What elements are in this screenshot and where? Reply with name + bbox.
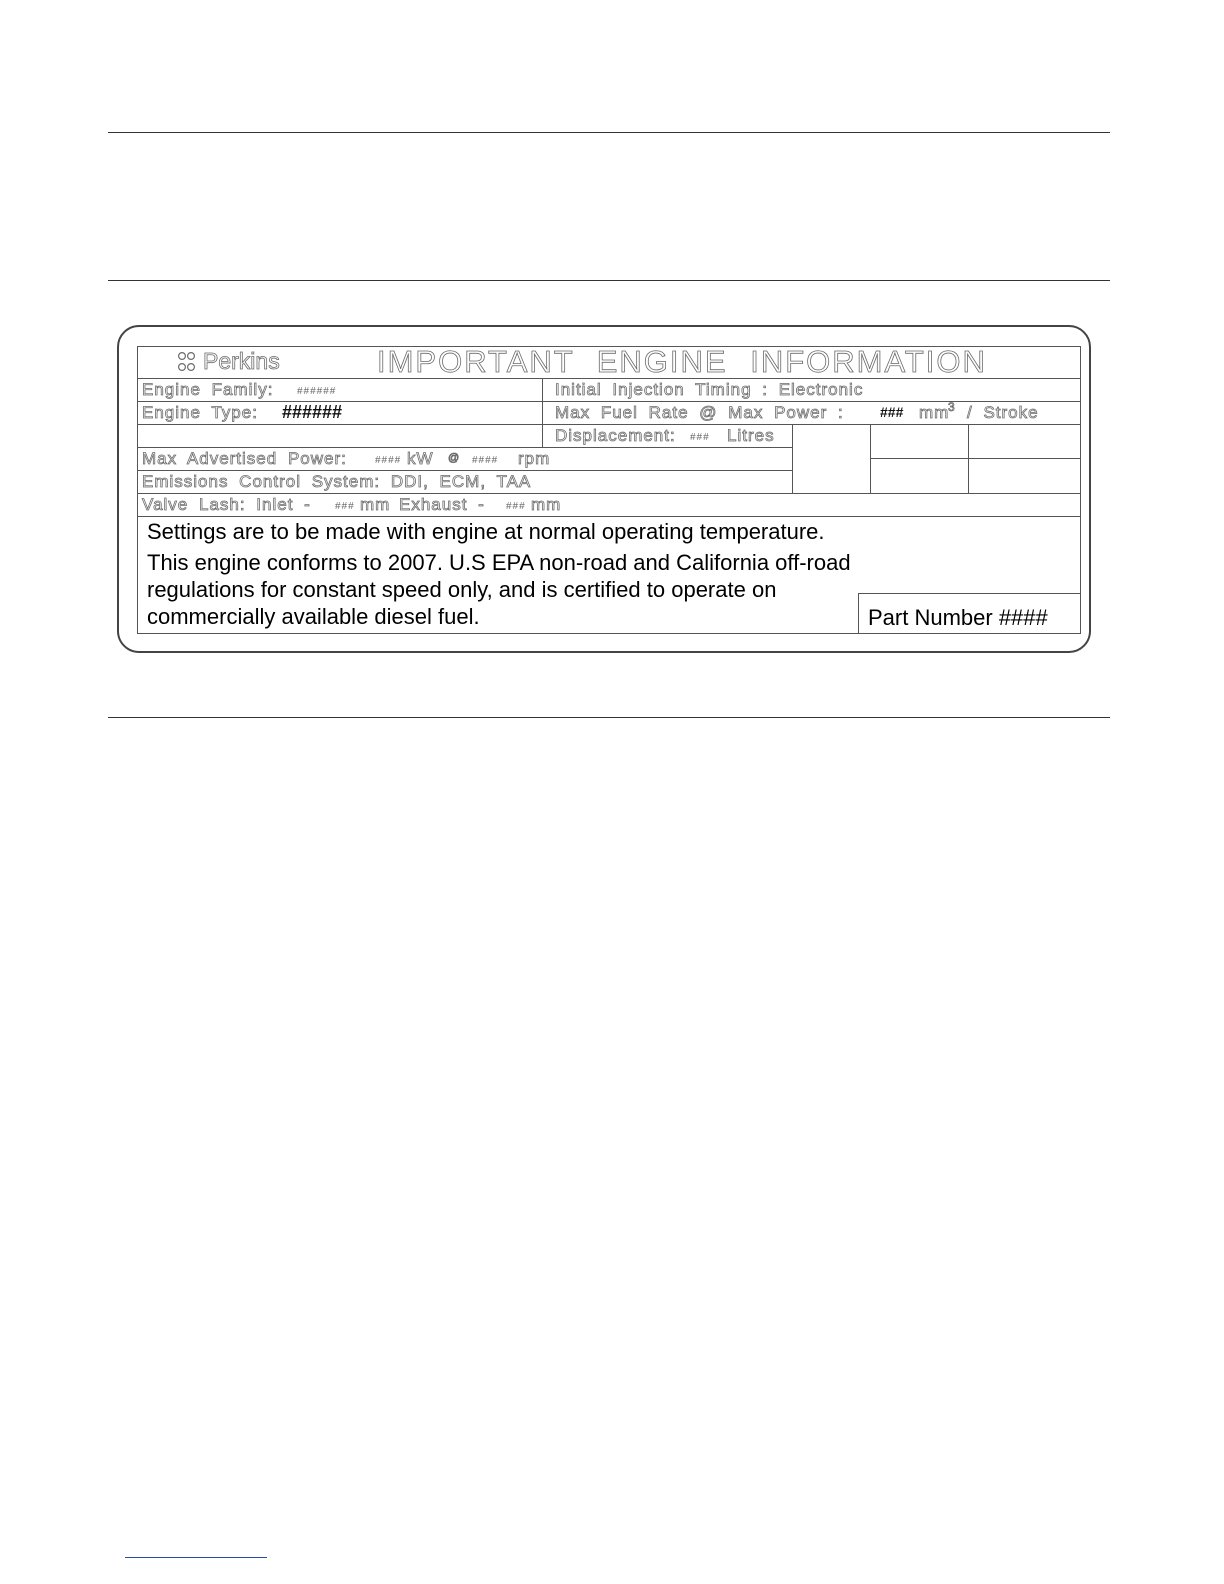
upper-rule bbox=[108, 280, 1110, 281]
conformity-line-2: regulations for constant speed only, and is certified to operate on bbox=[147, 577, 777, 602]
engine-family-label: Engine Family: bbox=[142, 380, 274, 399]
displacement-label: Displacement: bbox=[555, 426, 676, 445]
power-label: Max Advertised Power: bbox=[142, 449, 347, 468]
top-rule bbox=[108, 132, 1110, 133]
fuel-rate-label: Max Fuel Rate @ Max Power : bbox=[555, 403, 844, 422]
valve-lash-exhaust-value: ### bbox=[506, 501, 526, 512]
perkins-logo-icon bbox=[177, 351, 197, 373]
power-rpm-value: #### bbox=[472, 455, 499, 466]
fuel-rate-exponent: 3 bbox=[948, 400, 956, 414]
displacement-value: ### bbox=[690, 432, 710, 443]
power-kw-unit: kW bbox=[407, 449, 434, 468]
label-title: IMPORTANT ENGINE INFORMATION bbox=[377, 344, 987, 379]
injection-timing: Initial Injection Timing : Electronic bbox=[555, 380, 864, 399]
engine-family-value: ###### bbox=[297, 386, 337, 397]
part-number: Part Number #### bbox=[868, 605, 1048, 630]
valve-lash-exhaust-unit: mm bbox=[531, 495, 562, 514]
valve-lash-prefix: Valve Lash: Inlet - bbox=[142, 495, 311, 514]
displacement-unit: Litres bbox=[727, 426, 775, 445]
footer-link-underline bbox=[125, 1557, 267, 1558]
valve-lash-inlet-unit: mm bbox=[360, 495, 391, 514]
valve-lash-exhaust-label: Exhaust - bbox=[399, 495, 485, 514]
engine-type-label: Engine Type: bbox=[142, 403, 258, 422]
conformity-line-1: This engine conforms to 2007. U.S EPA non-road and California off-road bbox=[147, 550, 851, 575]
power-rpm-unit: rpm bbox=[518, 449, 551, 468]
engine-type-value: ###### bbox=[282, 402, 343, 422]
power-at: @ bbox=[448, 452, 461, 464]
power-kw-value: #### bbox=[375, 455, 402, 466]
emissions-control: Emissions Control System: DDI, ECM, TAA bbox=[142, 472, 532, 491]
fuel-rate-unit: mm bbox=[919, 403, 950, 422]
conformity-line-3: commercially available diesel fuel. bbox=[147, 604, 480, 629]
settings-note: Settings are to be made with engine at normal operating temperature. bbox=[147, 519, 825, 544]
fuel-rate-value: ### bbox=[880, 404, 904, 420]
brand-name: Perkins bbox=[203, 348, 280, 374]
valve-lash-inlet-value: ### bbox=[335, 501, 355, 512]
fuel-rate-suffix: / Stroke bbox=[967, 403, 1039, 422]
lower-rule bbox=[108, 717, 1110, 718]
